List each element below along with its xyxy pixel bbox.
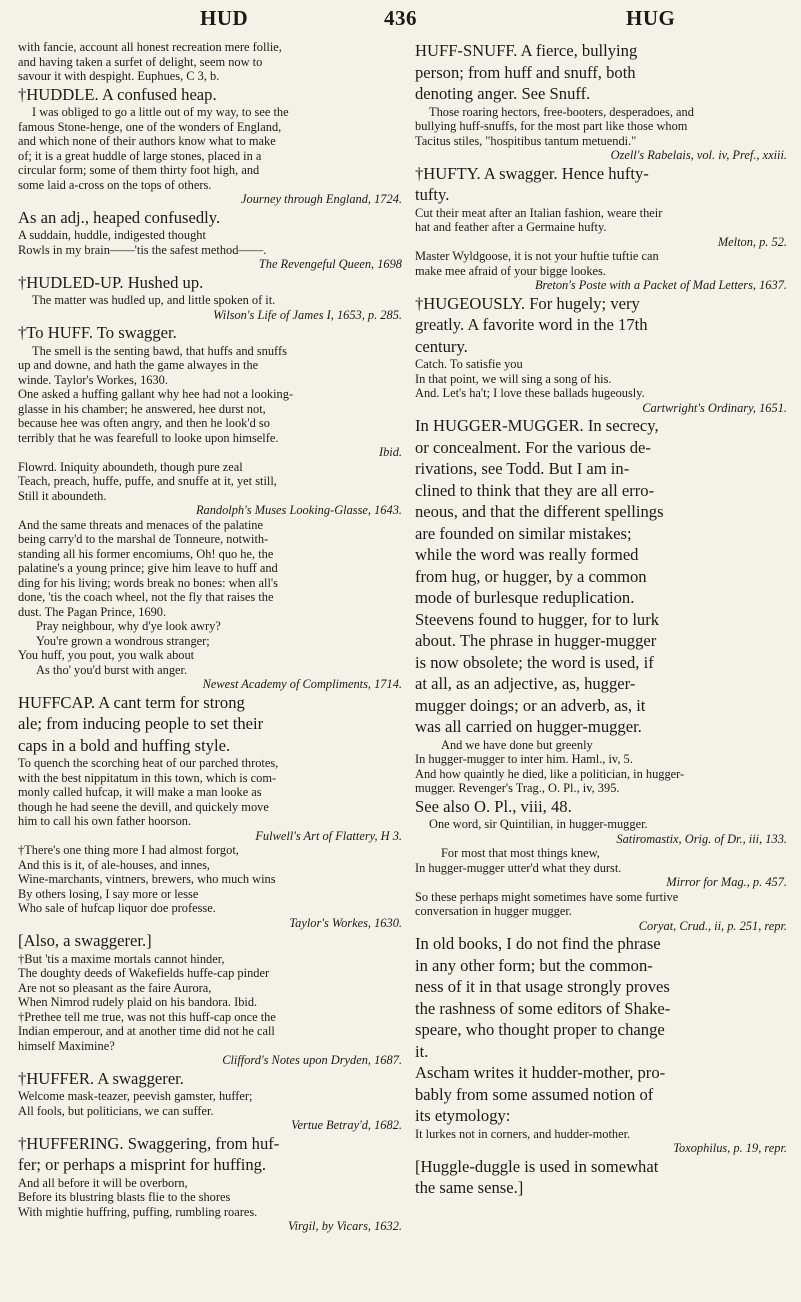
text-line: Those roaring hectors, free-booters, desperadoes, and (429, 104, 694, 119)
text-line: the same sense.] (415, 1178, 524, 1197)
text-line: ness of it in that usage strongly proves (415, 977, 670, 996)
text-line: See also O. Pl., viii, 48. (415, 796, 572, 816)
text-line: himself Maximine? (18, 1038, 115, 1053)
text-line: and having taken a surfet of delight, seem now to (18, 54, 263, 69)
text-line: speare, who thought proper to change (415, 1020, 665, 1039)
text-line: The smell is the senting bawd, that huffs and snuffs (32, 343, 287, 358)
text-line: rivations, see Todd. But I am in- (415, 459, 630, 478)
text-line: And how quaintly he died, like a politician, in hugger- (415, 766, 685, 781)
text-line: with the best nippitatum in this town, which is com- (18, 770, 277, 785)
entry-headword: †To HUFF. To swagger. (18, 323, 177, 342)
entry-headword: †HUFFER. A swaggerer. (18, 1068, 184, 1088)
text-line: dust. The Pagan Prince, 1690. (18, 604, 167, 619)
citation-source: Coryat, Crud., ii, p. 251, repr. (638, 918, 787, 933)
text-line: One word, sir Quintilian, in hugger-mugger. (429, 817, 648, 831)
text-line: savour it with despight. Euphues, C 3, b. (18, 69, 220, 83)
text-line: terribly that he was fearefull to looke upon himselfe. (18, 430, 279, 445)
text-line: Steevens found to hugger, for to lurk (415, 609, 660, 629)
text-line: One asked a huffing gallant why hee had not a looking- (18, 387, 294, 401)
text-line: in any other form; but the common- (415, 955, 653, 975)
text-line: and which none of their authors know what to make (18, 134, 276, 148)
text-line: being carry'd to the marshal de Tonneure, notwith- (18, 532, 269, 546)
text-line: or concealment. For the various de- (415, 437, 651, 457)
page-number: 436 (384, 6, 417, 30)
citation-source: Taylor's Workes, 1630. (289, 915, 402, 930)
text-line: It lurkes not in corners, and hudder-mother. (415, 1126, 631, 1141)
text-line: denoting anger. See Snuff. (415, 84, 591, 103)
text-line: palatine's a young prince; give him leave to huff and (18, 561, 278, 575)
text-line: As tho' you'd burst with anger. (36, 662, 188, 677)
text-line: the rashness of some editors of Shake- (415, 998, 671, 1018)
entry-headword: †HUFFERING. Swaggering, from huf- (18, 1133, 280, 1153)
left-column (18, 40, 402, 1234)
entry-headword: HUFF-SNUFF. A fierce, bullying (415, 41, 638, 60)
text-line: And all before it will be overborn, (18, 1175, 188, 1190)
text-line: Welcome mask-teazer, peevish gamster, huffer; (18, 1089, 253, 1103)
text-line: All fools, but politicians, we can suffer. (18, 1103, 214, 1118)
text-line: Still it aboundeth. (18, 488, 107, 503)
text-line: its etymology: (415, 1106, 511, 1125)
text-line: Rowls in my brain——'tis the safest method——. (18, 242, 267, 257)
text-line: Flowrd. Iniquity aboundeth, though pure zeal (18, 459, 243, 474)
text-line: make mee afraid of your bigge lookes. (415, 263, 606, 278)
right-column (415, 40, 787, 1199)
text-line: with fancie, account all honest recreation mere follie, (18, 40, 282, 54)
text-line: You're grown a wondrous stranger; (36, 633, 210, 648)
citation-source: The Revengeful Queen, 1698 (258, 257, 402, 271)
text-line: The doughty deeds of Wakefields huffe-cap pinder (18, 966, 270, 980)
text-line: To quench the scorching heat of our parched throtes, (18, 756, 279, 770)
citation-source: Clifford's Notes upon Dryden, 1687. (222, 1053, 402, 1067)
entry-headword: †HUGEOUSLY. For hugely; very (415, 293, 640, 313)
text-line: As an adj., heaped confusedly. (18, 207, 221, 227)
text-line: are founded on similar mistakes; (415, 523, 632, 543)
text-line: conversation in hugger mugger. (415, 904, 572, 918)
text-line: And the same threats and menaces of the palatine (18, 517, 263, 532)
citation-source: Melton, p. 52. (717, 234, 787, 249)
text-line: winde. Taylor's Workes, 1630. (18, 372, 168, 387)
citation-source: Newest Academy of Compliments, 1714. (202, 677, 402, 691)
entry-headword: †HUDLED-UP. Hushed up. (18, 272, 204, 292)
text-line: †Prethee tell me true, was not this huff-cap once the (18, 1009, 276, 1024)
text-line: ale; from inducing people to set their (18, 714, 264, 733)
text-line: bably from some assumed notion of (415, 1084, 654, 1104)
text-line: it. (415, 1041, 429, 1061)
text-line: When Nimrod rudely plaid on his bandora. Ibid. (18, 995, 258, 1009)
citation-source: Breton's Poste with a Packet of Mad Letters, 1637. (534, 278, 787, 292)
text-line: done, 'tis the coach wheel, not the fly that raises the (18, 590, 274, 604)
text-line: glasse in his chamber; he answered, hee durst not, (18, 401, 266, 416)
text-line: person; from huff and snuff, both (415, 62, 636, 82)
text-line: Teach, preach, huffe, puffe, and snuffe at it, yet still, (18, 474, 277, 488)
citation-source: Toxophilus, p. 19, repr. (673, 1141, 787, 1155)
text-line: In hugger-mugger utter'd what they durst. (415, 860, 622, 875)
text-line: mode of burlesque reduplication. (415, 588, 635, 607)
text-line: The matter was hudled up, and little spoken of it. (32, 293, 276, 307)
citation-source: Ozell's Rabelais, vol. iv, Pref., xxiii. (610, 148, 787, 162)
text-line: at all, as an adjective, as, hugger- (415, 674, 636, 693)
text-line: clined to think that they are all erro- (415, 480, 655, 500)
entry-headword: In HUGGER-MUGGER. In secrecy, (415, 416, 659, 435)
text-line: Are not so pleasant as the faire Aurora, (18, 980, 212, 995)
text-line: though he had seene the devill, and quickely move (18, 799, 269, 814)
entry-headword: HUFFCAP. A cant term for strong (18, 692, 245, 712)
citation-source: Journey through England, 1724. (241, 192, 402, 206)
citation-source: Wilson's Life of James I, 1653, p. 285. (213, 307, 402, 322)
text-line: was all carried on hugger-mugger. (415, 717, 642, 736)
text-line: Wine-marchants, vintners, brewers, who much wins (18, 872, 276, 886)
text-line: up and downe, and hath the game alwayes in the (18, 358, 259, 372)
text-line: greatly. A favorite word in the 17th (415, 315, 648, 334)
text-line: century. (415, 336, 468, 356)
text-line: For most that most things knew, (441, 846, 600, 860)
text-line: about. The phrase in hugger-mugger (415, 631, 657, 650)
text-line: tufty. (415, 185, 450, 204)
text-line: some laid a-cross on the tops of others. (18, 177, 212, 192)
citation-source: Mirror for Mag., p. 457. (666, 875, 787, 889)
text-line: fer; or perhaps a misprint for huffing. (18, 1155, 267, 1174)
text-line: caps in a bold and huffing style. (18, 735, 231, 755)
text-line: †There's one thing more I had almost forgot, (18, 843, 239, 857)
text-line: ding for his living; words break no bones: when all's (18, 575, 278, 590)
text-line: Tacitus stiles, "hospitibus tantum metuendi." (415, 133, 637, 148)
text-line: mugger doings; or an adverb, as, it (415, 695, 646, 715)
text-line: mugger. Revenger's Trag., O. Pl., iv, 395. (415, 781, 620, 795)
citation-source: Randolph's Muses Looking-Glasse, 1643. (195, 503, 402, 517)
citation-source: Fulwell's Art of Flattery, H 3. (255, 828, 402, 843)
text-line: In old books, I do not find the phrase (415, 934, 661, 953)
text-line: [Also, a swaggerer.] (18, 931, 152, 950)
text-line: famous Stone-henge, one of the wonders of England, (18, 119, 282, 134)
text-line: from hug, or hugger, by a common (415, 566, 647, 586)
text-line: †But 'tis a maxime mortals cannot hinder, (18, 951, 225, 966)
text-line: I was obliged to go a little out of my way, to see the (32, 105, 289, 119)
text-line: Master Wyldgoose, it is not your huftie tuftie can (415, 249, 659, 263)
text-line: And this is it, of ale-houses, and innes, (18, 857, 211, 872)
text-line: of; it is a great huddle of large stones, placed in a (18, 148, 262, 163)
text-line: Pray neighbour, why d'ye look awry? (36, 619, 221, 633)
text-line: You huff, you pout, you walk about (18, 648, 195, 662)
text-line: In that point, we will sing a song of his. (415, 371, 612, 386)
text-line: Before its blustring blasts flie to the shores (18, 1190, 231, 1204)
text-line: With mightie huffring, puffing, rumbling roares. (18, 1204, 258, 1219)
citation-source: Virgil, by Vicars, 1632. (287, 1219, 402, 1233)
text-line: So these perhaps might sometimes have some furtive (415, 889, 679, 904)
entry-headword: †HUFTY. A swagger. Hence hufty- (415, 163, 649, 183)
text-line: bullying huff-snuffs, for the most part like those whom (415, 119, 688, 133)
text-line: A suddain, huddle, indigested thought (18, 228, 206, 242)
running-head-left: HUD (200, 6, 249, 30)
text-line: Who sale of hufcap liquor doe professe. (18, 901, 216, 915)
citation-source: Satiromastix, Orig. of Dr., iii, 133. (616, 831, 787, 846)
text-line: while the word was really formed (415, 545, 639, 564)
citation-source: Ibid. (378, 445, 402, 459)
text-line: Ascham writes it hudder-mother, pro- (415, 1063, 666, 1082)
page-header (0, 0, 801, 40)
text-line: because hee was often angry, and then he look'd so (18, 416, 270, 430)
text-line: Catch. To satisfie you (415, 357, 523, 371)
citation-source: Cartwright's Ordinary, 1651. (642, 400, 787, 415)
text-line: And we have done but greenly (441, 737, 593, 752)
text-line: And. Let's ha't; I love these ballads hugeously. (415, 386, 645, 400)
text-line: Indian emperour, and at another time did not he call (18, 1024, 275, 1038)
text-line: By others losing, I say more or lesse (18, 886, 199, 901)
text-line: circular form; some of them thirty foot high, and (18, 163, 260, 177)
text-line: [Huggle-duggle is used in somewhat (415, 1156, 659, 1176)
entry-headword: †HUDDLE. A confused heap. (18, 84, 217, 104)
text-line: him to call his own father hoorson. (18, 814, 192, 828)
text-line: is now obsolete; the word is used, if (415, 652, 654, 672)
text-line: neous, and that the different spellings (415, 502, 664, 521)
running-head-right: HUG (626, 6, 676, 30)
text-line: Cut their meat after an Italian fashion, weare their (415, 205, 663, 220)
text-line: hat and feather after a Germaine hufty. (415, 220, 607, 234)
text-line: In hugger-mugger to inter him. Haml., iv, 5. (415, 752, 633, 766)
text-line: standing all his former encomiums, Oh! quo he, the (18, 546, 274, 561)
text-line: monly called hufcap, it will make a man looke as (18, 785, 262, 799)
citation-source: Vertue Betray'd, 1682. (291, 1118, 402, 1132)
